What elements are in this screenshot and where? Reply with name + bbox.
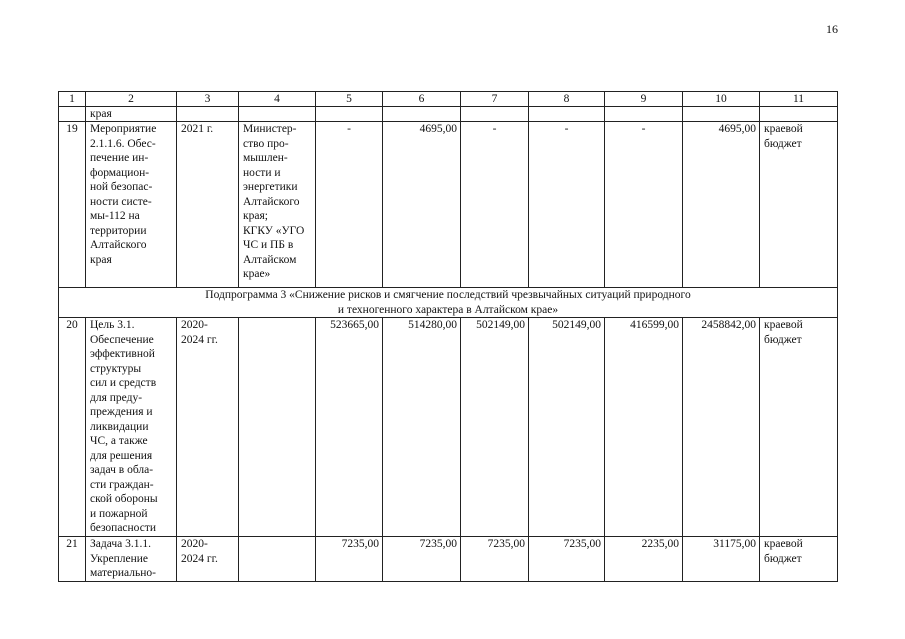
row-executor: Министер- ство про- мышлен- ности и энергетики Алтайского края; КГКУ «УГО ЧС и ПБ в Алтайском крае»	[239, 122, 316, 288]
table-row	[59, 537, 838, 582]
row-value-5: -	[316, 122, 383, 288]
column-header: 9	[605, 92, 683, 107]
row-period: 2021 г.	[177, 122, 239, 288]
table-row	[59, 122, 838, 288]
row-period: 2020- 2024 гг.	[177, 537, 239, 582]
column-header: 6	[383, 92, 461, 107]
row-value-8: -	[529, 122, 605, 288]
table-row	[59, 318, 838, 537]
subprogram-heading-row	[59, 288, 838, 318]
row-value-10: 4695,00	[683, 122, 760, 288]
row-value-9: 416599,00	[605, 318, 683, 537]
row-number: 19	[59, 122, 86, 288]
row-value-8: 502149,00	[529, 318, 605, 537]
row-name: Задача 3.1.1. Укрепление материально-	[86, 537, 177, 582]
column-header: 1	[59, 92, 86, 107]
row-source: краевой бюджет	[760, 537, 838, 582]
row-value-10: 31175,00	[683, 537, 760, 582]
row-value-6: 7235,00	[383, 537, 461, 582]
row-source: краевой бюджет	[760, 318, 838, 537]
column-number-header-row	[59, 92, 838, 107]
row-value-5: 523665,00	[316, 318, 383, 537]
column-header: 2	[86, 92, 177, 107]
row-name: Мероприятие 2.1.1.6. Обес- печение ин- формацион- ной безопас- ности систе- мы-112 на территории Алтайского края	[86, 122, 177, 288]
row-value-9: -	[605, 122, 683, 288]
column-header: 4	[239, 92, 316, 107]
column-header: 7	[461, 92, 529, 107]
row-value-5: 7235,00	[316, 537, 383, 582]
continuation-text: края	[86, 107, 177, 122]
row-value-7: -	[461, 122, 529, 288]
row-value-6: 514280,00	[383, 318, 461, 537]
row-value-10: 2458842,00	[683, 318, 760, 537]
row-period: 2020- 2024 гг.	[177, 318, 239, 537]
row-value-7: 7235,00	[461, 537, 529, 582]
column-header: 10	[683, 92, 760, 107]
row-number: 21	[59, 537, 86, 582]
row-value-8: 7235,00	[529, 537, 605, 582]
column-header: 5	[316, 92, 383, 107]
subprogram-heading: Подпрограмма 3 «Снижение рисков и смягчение последствий чрезвычайных ситуаций природного и техногенного характера в Алтайском крае»	[59, 288, 838, 318]
row-value-6: 4695,00	[383, 122, 461, 288]
row-name: Цель 3.1. Обеспечение эффективной структуры сил и средств для преду- преждения и ликвидации ЧС, а также для решения задач в обла- сти граждан- ской обороны и пожарной безопасности	[86, 318, 177, 537]
budget-table	[58, 91, 838, 582]
row-executor	[239, 318, 316, 537]
row-executor	[239, 537, 316, 582]
row-value-7: 502149,00	[461, 318, 529, 537]
row-source: краевой бюджет	[760, 122, 838, 288]
row-number: 20	[59, 318, 86, 537]
column-header: 11	[760, 92, 838, 107]
page-number: 16	[826, 22, 838, 36]
column-header: 3	[177, 92, 239, 107]
column-header: 8	[529, 92, 605, 107]
continuation-row	[59, 107, 838, 122]
row-value-9: 2235,00	[605, 537, 683, 582]
